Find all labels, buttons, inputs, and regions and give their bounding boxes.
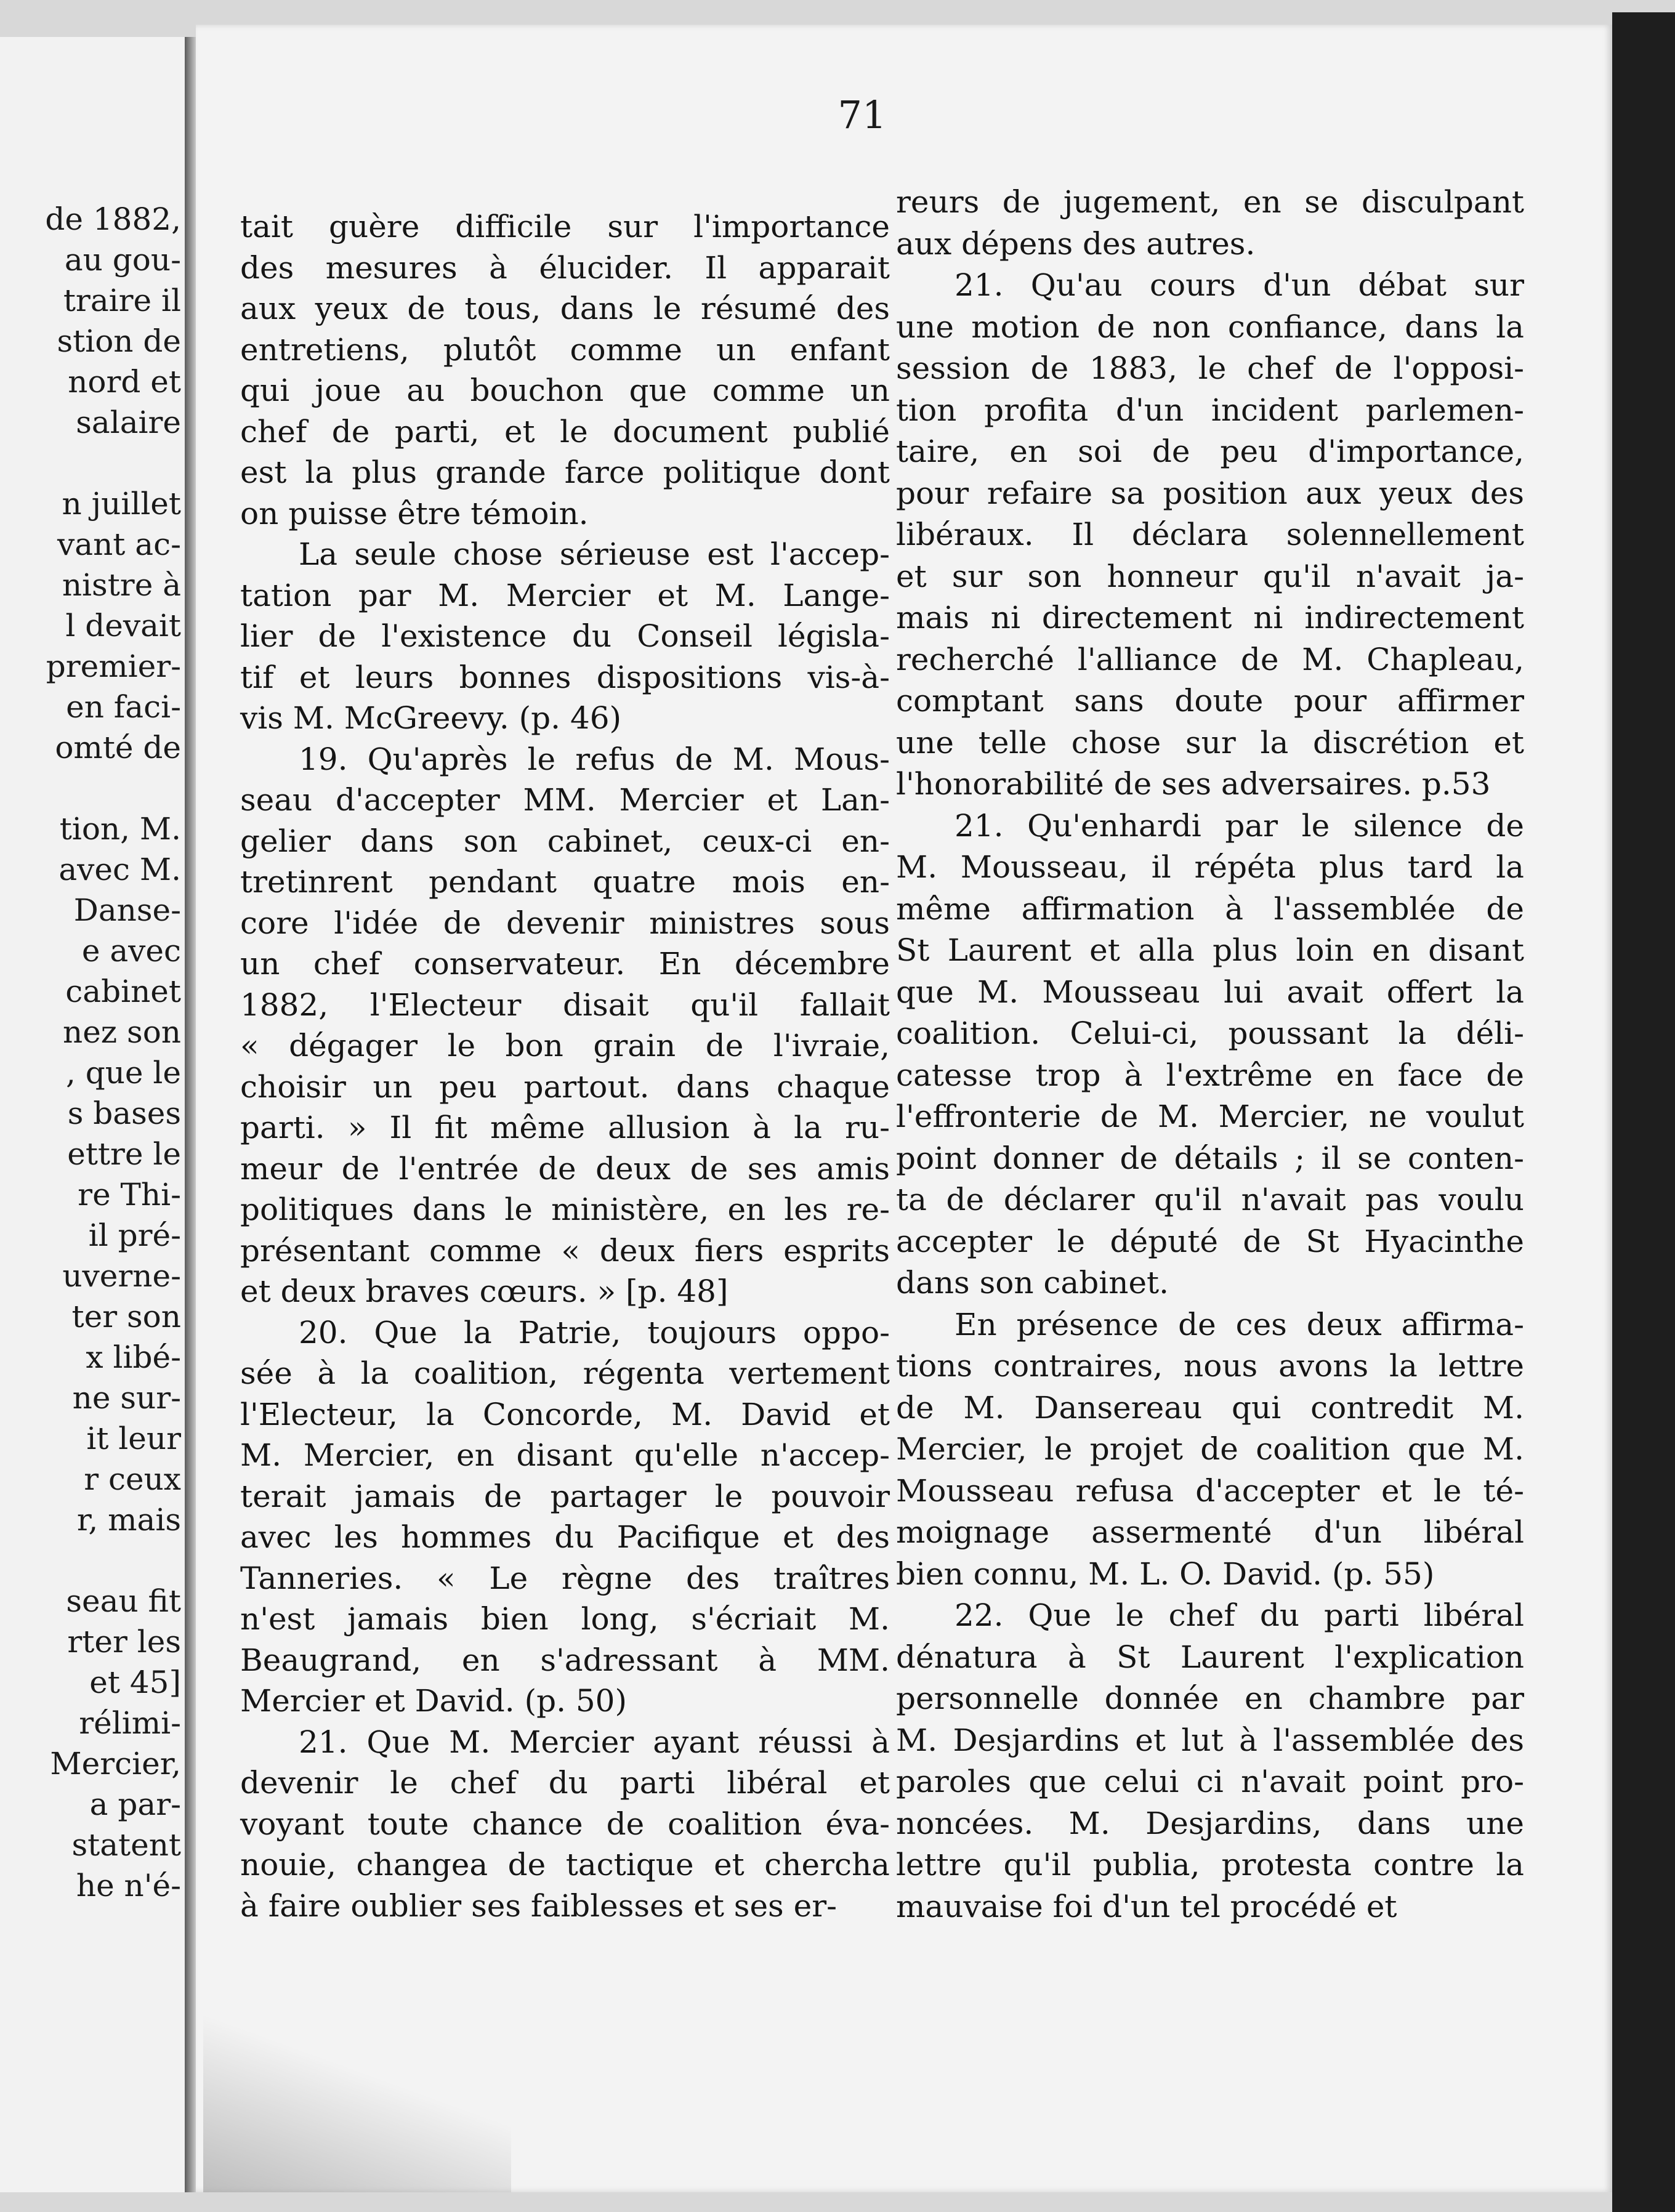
text-line: accepter le député de St Hyacinthe [896, 1223, 1524, 1259]
text-line: devenir le chef du parti libéral et [240, 1765, 890, 1801]
text-line: lier de l'existence du Conseil législa- [240, 618, 890, 654]
text-line: présentant comme « deux fiers esprits [240, 1232, 890, 1269]
facing-page-line: nez son [63, 1014, 181, 1050]
facing-page-line: re Thi- [78, 1177, 181, 1213]
text-line: même affirmation à l'assemblée de [896, 890, 1524, 927]
text-line: Tanneries. « Le règne des traîtres [240, 1560, 890, 1596]
text-line: paroles que celui ci n'avait point pro- [896, 1764, 1524, 1799]
facing-page-line: x libé- [86, 1339, 181, 1375]
facing-page-line: il pré- [88, 1217, 181, 1253]
text-line: moignage assermenté d'un libéral [896, 1514, 1524, 1550]
facing-page-fragment [0, 37, 187, 2192]
text-line: est la plus grande farce politique dont [240, 454, 890, 490]
text-line: Mercier et David. (p. 50) [240, 1683, 628, 1719]
text-line: tif et leurs bonnes dispositions vis-à- [240, 659, 890, 695]
text-line: terait jamais de partager le pouvoir [240, 1478, 890, 1514]
facing-page-line: , que le [65, 1055, 181, 1091]
text-line: ta de déclarer qu'il n'avait pas voulu [896, 1182, 1524, 1217]
text-line: aux yeux de tous, dans le résumé des [240, 291, 890, 326]
text-line: 20. Que la Patrie, toujours oppo- [299, 1314, 890, 1350]
facing-page-line: r, mais [76, 1502, 181, 1538]
text-line: mais ni directement ni indirectement [896, 600, 1524, 636]
text-line: 21. Qu'enhardi par le silence de [955, 807, 1524, 844]
text-line: tation par M. Mercier et M. Lange- [240, 577, 890, 613]
text-line: avec les hommes du Pacifique et des [240, 1519, 890, 1555]
paragraph [896, 1595, 1524, 1927]
text-line: l'honorabilité de ses adversaires. p.53 [896, 766, 1491, 802]
text-line: 22. Que le chef du parti libéral [955, 1597, 1524, 1633]
text-line: une telle chose sur la discrétion et [896, 724, 1524, 761]
text-line: mauvaise foi d'un tel procédé et [896, 1888, 1397, 1924]
text-column-left [240, 206, 890, 1926]
text-line: et sur son honneur qu'il n'avait ja- [896, 558, 1524, 594]
facing-page-line: traire il [63, 283, 181, 318]
paragraph [240, 206, 890, 534]
text-line: entretiens, plutôt comme un enfant [240, 331, 890, 368]
text-line: La seule chose sérieuse est l'accep- [299, 536, 890, 572]
text-column-right [896, 182, 1524, 1927]
text-line: gelier dans son cabinet, ceux-ci en- [240, 823, 890, 859]
facing-page-line: nistre à [62, 567, 181, 603]
facing-page-line: rélimi- [79, 1705, 181, 1741]
text-line: 19. Qu'après le refus de M. Mous- [299, 741, 890, 777]
text-line: St Laurent et alla plus loin en disant [896, 932, 1524, 968]
facing-page-line: vant ac- [57, 527, 181, 562]
paragraph [896, 265, 1524, 805]
text-line: chef de parti, et le document publié [240, 413, 890, 450]
facing-page-line: uverne- [62, 1258, 181, 1294]
text-line: voyant toute chance de coalition éva- [240, 1806, 890, 1842]
text-line: coalition. Celui-ci, poussant la déli- [896, 1015, 1524, 1051]
facing-page-line: et 45] [89, 1665, 181, 1700]
text-line: l'effronterie de M. Mercier, ne voulut [896, 1099, 1524, 1134]
paragraph [896, 182, 1524, 265]
text-line: un chef conservateur. En décembre [240, 946, 890, 982]
paragraph [240, 739, 890, 1312]
paragraph [240, 1722, 890, 1927]
text-line: point donner de détails ; il se conten- [896, 1140, 1524, 1176]
facing-page-line: de 1882, [45, 201, 181, 237]
facing-page-line: tion, M. [59, 811, 181, 847]
text-line: l'Electeur, la Concorde, M. David et [240, 1396, 890, 1432]
facing-page-line: e avec [81, 933, 181, 969]
facing-page-line: n juillet [62, 486, 181, 522]
text-line: « dégager le bon grain de l'ivraie, [240, 1028, 890, 1064]
facing-page-line: Danse- [73, 892, 181, 928]
text-line: personnelle donnée en chambre par [896, 1681, 1524, 1716]
facing-page-line: rter les [67, 1624, 181, 1660]
text-line: politiques dans le ministère, en les re- [240, 1192, 890, 1227]
text-line: nouie, changea de tactique et chercha [240, 1847, 890, 1883]
facing-page-line: ettre le [67, 1136, 181, 1172]
facing-page-line: a par- [89, 1786, 181, 1822]
facing-page-line: Mercier, [50, 1746, 181, 1782]
facing-page-line: omté de [55, 730, 181, 765]
facing-page-line: au gou- [64, 242, 181, 278]
text-line: session de 1883, le chef de l'opposi- [896, 350, 1524, 386]
text-line: on puisse être témoin. [240, 495, 589, 531]
text-line: tretinrent pendant quatre mois en- [240, 864, 890, 900]
page-stain [203, 2008, 511, 2192]
text-line: aux dépens des autres. [896, 225, 1256, 262]
text-line: à faire oublier ses faiblesses et ses er- [240, 1887, 837, 1924]
text-line: une motion de non confiance, dans la [896, 309, 1524, 345]
text-line: Mousseau refusa d'accepter et le té- [896, 1472, 1524, 1509]
text-line: qui joue au bouchon que comme un [240, 373, 890, 408]
text-line: parti. » Il fit même allusion à la ru- [240, 1110, 890, 1145]
text-line: dans son cabinet. [896, 1265, 1169, 1301]
paragraph [240, 1312, 890, 1722]
text-line: tait guère difficile sur l'importance [240, 209, 890, 244]
text-line: M. Mousseau, il répéta plus tard la [896, 849, 1524, 885]
text-line: bien connu, M. L. O. David. (p. 55) [896, 1556, 1435, 1592]
facing-page-line: s bases [67, 1096, 181, 1131]
facing-page-line: l devait [65, 608, 181, 644]
facing-page-line: ter son [71, 1299, 181, 1334]
text-line: seau d'accepter MM. Mercier et Lan- [240, 782, 890, 818]
facing-page-line: it leur [86, 1421, 181, 1456]
text-line: 21. Que M. Mercier ayant réussi à [299, 1724, 890, 1760]
text-line: libéraux. Il déclara solennellement [896, 517, 1524, 552]
text-line: Mercier, le projet de coalition que M. [896, 1431, 1524, 1467]
text-line: M. Mercier, en disant qu'elle n'accep- [240, 1437, 890, 1473]
text-line: dénatura à St Laurent l'explication [896, 1639, 1524, 1675]
text-line: sée à la coalition, régenta vertement [240, 1355, 890, 1391]
facing-page-line: cabinet [65, 974, 181, 1009]
text-line: et deux braves cœurs. » [p. 48] [240, 1274, 729, 1309]
text-line: 1882, l'Electeur disait qu'il fallait [240, 987, 890, 1023]
facing-page-line: nord et [68, 364, 181, 400]
text-line: catesse trop à l'extrême en face de [896, 1057, 1524, 1093]
paragraph [896, 1304, 1524, 1596]
text-line: de M. Dansereau qui contredit M. [896, 1389, 1524, 1426]
facing-page-line: premier- [46, 648, 181, 684]
facing-page-line: stion de [57, 323, 181, 359]
paragraph [240, 534, 890, 739]
text-line: n'est jamais bien long, s'écriait M. [240, 1601, 890, 1637]
text-line: comptant sans doute pour affirmer [896, 683, 1524, 719]
facing-page-line: salaire [76, 405, 181, 440]
facing-page-line: r ceux [84, 1461, 181, 1497]
page-gutter [185, 37, 196, 2192]
paragraph [896, 805, 1524, 1304]
facing-page-line: ne sur- [72, 1380, 181, 1416]
facing-page-line: avec M. [59, 852, 181, 887]
text-line: choisir un peu partout. dans chaque [240, 1068, 890, 1105]
text-line: core l'idée de devenir ministres sous [240, 905, 890, 941]
page-number: 71 [838, 92, 887, 137]
text-line: vis M. McGreevy. (p. 46) [240, 700, 622, 736]
facing-page-line: he n'é- [76, 1868, 181, 1903]
text-line: 21. Qu'au cours d'un débat sur [955, 267, 1524, 303]
text-line: reurs de jugement, en se disculpant [896, 184, 1524, 220]
text-line: taire, en soi de peu d'importance, [896, 434, 1524, 469]
text-line: noncées. M. Desjardins, dans une [896, 1805, 1524, 1841]
text-line: meur de l'entrée de deux de ses amis [240, 1150, 890, 1187]
scan-edge [1612, 12, 1675, 2212]
text-line: En présence de ces deux affirma- [955, 1306, 1524, 1342]
text-line: que M. Mousseau lui avait offert la [896, 974, 1524, 1010]
text-line: tions contraires, nous avons la lettre [896, 1348, 1524, 1384]
text-line: tion profita d'un incident parlemen- [896, 392, 1524, 428]
text-line: pour refaire sa position aux yeux des [896, 475, 1524, 511]
text-line: M. Desjardins et lut à l'assemblée des [896, 1722, 1524, 1758]
text-line: Beaugrand, en s'adressant à MM. [240, 1642, 890, 1678]
text-line: recherché l'alliance de M. Chapleau, [896, 641, 1524, 677]
facing-page-line: en faci- [66, 689, 181, 725]
text-line: lettre qu'il publia, protesta contre la [896, 1847, 1524, 1883]
facing-page-line: seau fit [66, 1583, 181, 1619]
facing-page-line: statent [71, 1827, 181, 1863]
text-line: des mesures à élucider. Il apparait [240, 249, 890, 286]
